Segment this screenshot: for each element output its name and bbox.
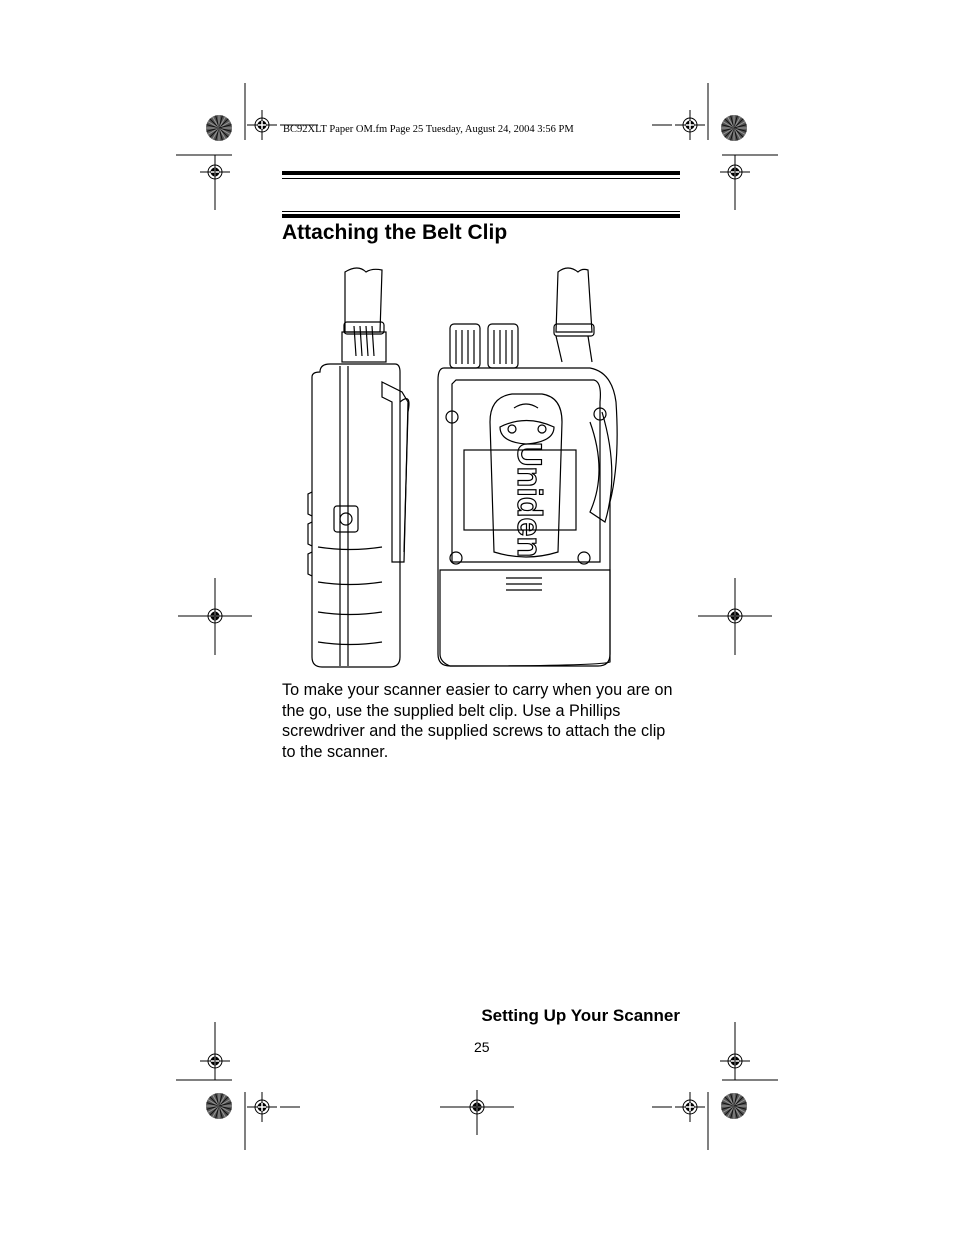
crosshair-icon [247, 1092, 277, 1122]
section-title: Attaching the Belt Clip [282, 221, 508, 244]
page-number: 25 [474, 1039, 490, 1055]
starburst-icon [721, 1093, 747, 1119]
starburst-icon [721, 115, 747, 141]
crosshair-icon [247, 110, 277, 140]
scanner-back-view [438, 268, 617, 666]
scanner-illustration [300, 262, 640, 672]
title-rule [282, 214, 680, 218]
top-rule [282, 171, 680, 175]
uniden-brand-text: Uniden [510, 442, 548, 558]
starburst-icon [206, 115, 232, 141]
body-paragraph: To make your scanner easier to carry when you are on the go, use the supplied belt clip. Use a Phillips screwdriver and the supplied screws to attach the clip to the scanner. [282, 681, 673, 761]
file-slug-header: BC92XLT Paper OM.fm Page 25 Tuesday, August 24, 2004 3:56 PM [283, 124, 574, 135]
scanner-side-view [308, 268, 409, 667]
top-rule-thin [282, 178, 680, 179]
crosshair-icon [675, 1092, 705, 1122]
crosshair-icon [675, 110, 705, 140]
title-rule-thin [282, 211, 680, 212]
section-footer: Setting Up Your Scanner [481, 1006, 680, 1025]
starburst-icon [206, 1093, 232, 1119]
